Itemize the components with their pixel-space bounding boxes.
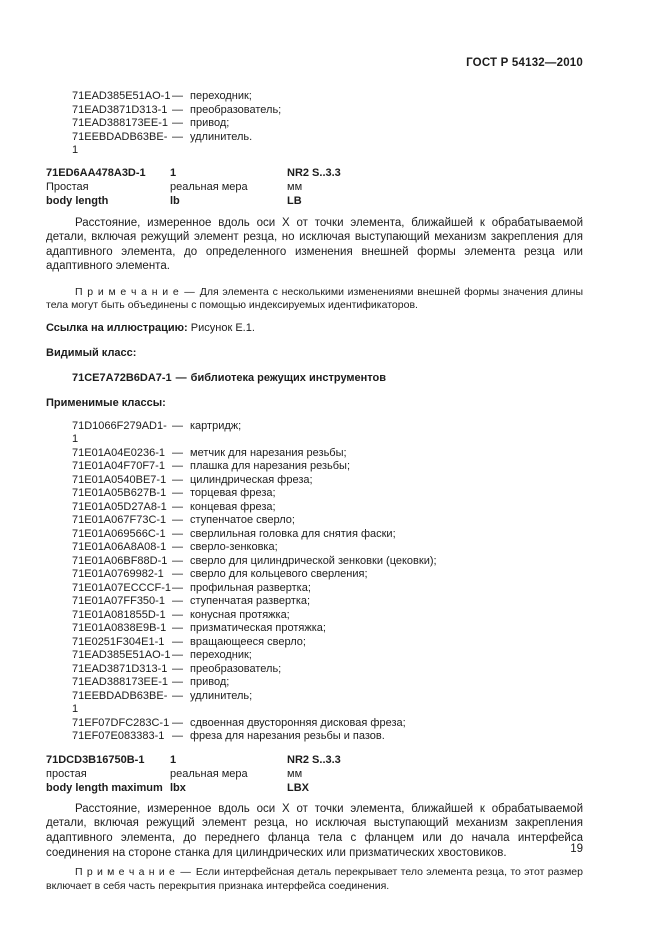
item-label: сдвоенная двусторонняя дисковая фреза; [190,716,406,729]
attr-format: NR2 S..3.3 [287,753,341,766]
item-dash: — [172,541,183,554]
attribute-type-row [46,180,583,194]
attribute-type-row [46,767,583,781]
item-dash: — [172,608,183,621]
item-code: 71EEBDADB63BE-1 [72,130,168,156]
item-code: 71E01A0838E9B-1 [72,622,167,635]
note-2 [46,866,583,893]
item-dash: — [172,595,183,608]
page-content [46,0,583,893]
item-label: привод; [190,676,230,689]
item-code: 71E01A0769982-1 [72,568,164,581]
item-dash: — [172,568,183,581]
list-item [46,690,583,717]
item-label: фреза для нарезания резьбы и пазов. [190,730,385,743]
item-code: 71EEBDADB63BE-1 [72,689,168,716]
item-label: сверлильная головка для снятия фаски; [190,527,396,540]
visible-class-entry [46,372,583,385]
note-1 [46,286,583,313]
attr-datatype: реальная мера [170,180,248,193]
item-dash: — [172,676,183,689]
item-dash: — [172,649,183,662]
attr-unit: мм [287,180,303,193]
list-item [46,90,583,104]
item-code: 71E01A04F70F7-1 [72,460,165,473]
list-item [46,117,583,131]
item-label: метчик для нарезания резьбы; [190,446,347,459]
list-item [46,649,583,663]
item-label: конусная протяжка; [190,608,290,621]
item-code: 71E01A05B627B-1 [72,487,167,500]
item-code: 71EAD385E51AO-1 [72,90,171,102]
item-label: концевая фреза; [190,500,276,513]
list-item [46,514,583,528]
list-item [46,447,583,461]
item-dash: — [172,622,183,635]
item-code: 71EAD3871D313-1 [72,103,168,116]
attr-name-en: body length [46,194,109,207]
item-label: картридж; [190,419,242,432]
item-label: удлинитель; [190,689,253,702]
item-label: сверло для цилиндрической зенковки (цековки); [190,554,437,567]
list-item [46,663,583,677]
item-code: 71E01A081855D-1 [72,608,166,621]
list-item [46,609,583,623]
item-code: 71E01A0540BE7-1 [72,473,167,486]
item-code: 71E01A067F73C-1 [72,514,167,527]
item-code: 71E01A06A8A08-1 [72,541,167,554]
illustration-ref [46,322,583,335]
item-dash: — [172,500,183,513]
visible-class-heading: Видимый класс: [46,346,137,359]
item-dash: — [172,419,183,432]
item-dash: — [172,460,183,473]
item-dash: — [172,446,183,459]
attr-symbol: lb [170,194,180,207]
attribute-block-2 [46,753,583,795]
attr-cardinality: 1 [170,166,177,179]
attr-class: простая [46,767,87,780]
item-label: профильная развертка; [190,581,311,594]
item-label: сверло-зенковка; [190,541,278,554]
item-dash: — [172,554,183,567]
list-item [46,622,583,636]
attribute-id-row [46,753,583,767]
definition-paragraph-1: Расстояние, измеренное вдоль оси X от точки элемента, ближайшей к обрабатываемой детали, включая режущий элемент резца, но исключая выступающий механизм закрепления для адаптивного элемента, до определенного изменения внешней формы элемента резца или адаптивного элемента. [46,216,583,273]
item-code: 71EAD3871D313-1 [72,662,168,675]
item-code: 71E01A07FF350-1 [72,595,165,608]
list-item [46,582,583,596]
item-dash: — [172,716,183,729]
item-code: 71EF07E083383-1 [72,730,165,743]
note-dash: — [184,285,195,298]
attr-cardinality: 1 [170,753,177,766]
item-code: 71E01A07ECCCF-1 [72,581,172,594]
note-label: П р и м е ч а н и е [75,866,176,879]
item-dash: — [172,662,183,675]
list-item [46,555,583,569]
item-label: ступенчатая развертка; [190,595,311,608]
item-dash: — [172,581,183,594]
illustration-ref-label: Ссылка на иллюстрацию: [46,321,188,334]
item-dash: — [172,514,183,527]
intro-list [46,90,583,158]
applicable-classes-heading: Применимые классы: [46,396,166,409]
item-label: сверло для кольцевого сверления; [190,568,368,581]
item-label: вращающееся сверло; [190,635,306,648]
item-label: преобразователь; [190,103,282,116]
item-label: торцевая фреза; [190,487,276,500]
illustration-ref-value: Рисунок Е.1. [190,321,255,334]
item-code: 71E01A05D27A8-1 [72,500,167,513]
attr-id: 71DCD3B16750B-1 [46,753,145,766]
item-label: привод; [190,117,230,129]
note-label: П р и м е ч а н и е [75,285,180,298]
visible-class-label: библиотека режущих инструментов [190,371,387,384]
attribute-id-row [46,166,583,180]
item-label: призматическая протяжка; [190,622,326,635]
attribute-name-row [46,194,583,208]
item-code: 71EAD385E51AO-1 [72,649,171,662]
list-item [46,730,583,744]
definition-paragraph-2: Расстояние, измеренное вдоль оси X от точки элемента, ближайшей к обрабатываемой детали, включая режущий элемент резца, но исключая выступающий механизм закрепления адаптивного элемента, до переднего фланца тела с фланцем или до начала интерфейса соединения на стороне станка для цилиндрических или призматических хвостовиков. [46,802,583,859]
item-dash: — [172,527,183,540]
item-label: переходник; [190,90,252,102]
list-item [46,676,583,690]
item-code: 71EAD388173EE-1 [72,676,169,689]
item-label: преобразователь; [190,662,282,675]
list-item [46,595,583,609]
visible-class-dash: — [175,371,187,384]
attribute-name-row [46,781,583,795]
page-number: 19 [570,843,583,855]
item-code: 71E0251F304E1-1 [72,635,165,648]
note-dash: — [180,866,191,879]
list-item [46,131,583,158]
attribute-block-1 [46,166,583,208]
item-code: 71E01A069566C-1 [72,527,166,540]
item-dash: — [172,130,183,143]
visible-class-code: 71CE7A72B6DA7-1 [72,371,172,384]
list-item [46,568,583,582]
item-label: ступенчатое сверло; [190,514,295,527]
item-label: переходник; [190,649,252,662]
attr-code: LBX [287,781,309,794]
item-code: 71EF07DFC283C-1 [72,716,170,729]
attr-unit: мм [287,767,303,780]
item-label: плашка для нарезания резьбы; [190,460,351,473]
attr-code: LB [287,194,302,207]
note-text: Если интерфейсная деталь перекрывает тело элемента резца, то этот размер включает в себя часть перекрытия признака интерфейса соединения. [46,866,583,892]
item-dash: — [172,117,183,129]
list-item [46,717,583,731]
item-code: 71D1066F279AD1-1 [72,419,167,446]
item-dash: — [172,473,183,486]
attr-format: NR2 S..3.3 [287,166,341,179]
item-dash: — [172,730,183,743]
item-code: 71EAD388173EE-1 [72,117,169,129]
item-code: 71E01A06BF88D-1 [72,554,168,567]
applicable-classes-list [46,420,583,744]
attr-id: 71ED6AA478A3D-1 [46,166,146,179]
item-dash: — [172,635,183,648]
list-item [46,487,583,501]
list-item [46,104,583,118]
list-item [46,460,583,474]
note-text: Для элемента с несколькими изменениями внешней формы значения длины тела могут быть объединены с помощью индексируемых идентификаторов. [46,285,583,312]
item-dash: — [172,90,183,102]
attr-class: Простая [46,180,89,193]
item-dash: — [172,689,183,702]
item-label: цилиндрическая фреза; [190,473,313,486]
item-code: 71E01A04E0236-1 [72,446,165,459]
item-dash: — [172,487,183,500]
attr-symbol: lbx [170,781,186,794]
list-item [46,541,583,555]
attr-datatype: реальная мера [170,767,248,780]
list-item [46,636,583,650]
list-item [46,474,583,488]
list-item [46,528,583,542]
list-item [46,501,583,515]
attr-name-en: body length maximum [46,781,163,794]
item-dash: — [172,103,183,116]
doc-header-number: ГОСТ Р 54132—2010 [466,57,583,69]
item-label: удлинитель. [190,130,253,143]
list-item [46,420,583,447]
